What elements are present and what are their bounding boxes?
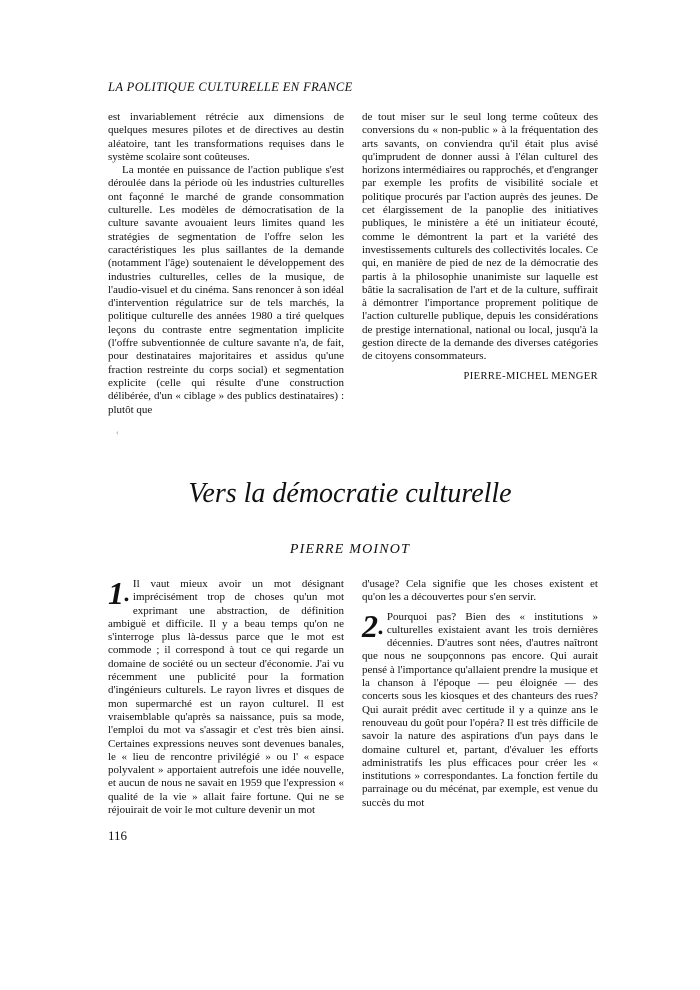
bottom-left-column — [108, 575, 344, 817]
article-author: PIERRE MOINOT — [289, 542, 411, 557]
article-title: Vers la démocratie culturelle — [188, 478, 512, 509]
section-text: Pourquoi pas? Bien des « institutions » culturelles existaient avant les trois dernières décennies. D'autres sont nées, d'autres naîtront que nous ne soupçonnons pas encore. Qui aurait pensé à l'importance qu'allaient prendre la musique et la chanson à l'époque — peu éloignée — des concerts sous les kiosques et des chanteurs des rues? Qui aurait prédit avec certitude il y a quinze ans le renouveau du goût pour l'opéra? Il est très difficile de savoir la nature des aspirations d'un pays dans le domaine culturel et, partant, d'évaluer les efforts administratifs les plus efficaces pour créer les « institutions » correspondantes. La fonction fertile du parrainage ou du mécénat, par exemple, est venue du succès du mot — [362, 610, 598, 809]
section-number: 2• — [362, 607, 383, 644]
paragraph: de tout miser sur le seul long terme coûteux des conversions du « non-public » à la fréquentation des arts savants, on conviendra qu'il était plus avisé qu'imprudent de donner aussi à l'élan culturel des horizons intermédiaires ou rapprochés, et d'engranger par exemple les profits de visibilité sociale et politique procurés par l'action auprès des jeunes. De cet élargissement de la panoplie des initiatives publiques, le ministère a été un initiateur écouté, comme le démontrent la part et la variété des investissements culturels des collectivités locales. Ce qui, en manière de pied de nez de la démocratie des partis à la philosophie unanimiste sur laquelle est bâtie la sacralisation de l'art et de la culture, suffirait à démontrer l'importance proprement politique de l'action culturelle publique, depuis les considérations de prestige international, national ou local, jusqu'à la gestion directe de la demande des diverses catégories de citoyens consommateurs. — [362, 111, 598, 363]
section-2 — [362, 607, 598, 810]
paragraph: est invariablement rétrécie aux dimensions de quelques mesures pilotes et de directives au destin aléatoire, tant les transformations requises dans le système scolaire sont coûteuses. — [108, 111, 344, 163]
top-right-column — [362, 111, 598, 364]
page-number: 116 — [108, 828, 128, 843]
paragraph: La montée en puissance de l'action publique s'est déroulée dans la période où les industries culturelles ont façonné le marché de grande consommation culturelle. Les modèles de démocratisation de la culture savante avouaient leurs limites quand les stratégies de segmentation de l'offre selon les caractéristiques les plus saillantes de la demande (notamment l'âge) soutenaient le développement des industries culturelles, celles de la musique, de l'audio-visuel et du cinéma. Sans renoncer à son idéal d'intervention régulatrice sur de tels marchés, la politique culturelle des années 1980 a tiré quelques leçons du contraste entre segmentation implicite (l'offre subventionnée de culture savante n'a, de fait, pour destinataires majoritaires et assidus qu'une fraction restreinte du corps social) et segmentation explicite (celle qui résulte d'une construction délibérée, d'un « ciblage » des publics destinataires) : plutôt que — [108, 164, 344, 416]
section-text: Il vaut mieux avoir un mot désignant imprécisément trop de choses qu'un mot exprimant une abstraction, de définition ambiguë et difficile. Il y a beau temps qu'on ne s'interroge plus là-dessus parce que le mot est commode ; il correspond à tout ce qui regarde un domaine de société ou un secteur d'économie. J'ai vu récemment une publicité pour la formation d'ingénieurs culturels. Le rayon livres et disques de mon supermarché est un rayon culturel. Il est vraisemblable qu'après sa naissance, puis sa mode, l'emploi du mot va s'assagir et c'est très bien ainsi. Certaines expressions neuves sont devenues banales, le « lieu de rencontre privilégié » ou l' « espace polyvalent » apportaient autrefois une idée nouvelle, et aucun de nous ne savait en 1959 que l'expression « qualité de la vie » allait faire fortune. Qui ne se réjouirait de voir le mot culture devenir un mot — [108, 578, 344, 817]
author-signature: PIERRE-MICHEL MENGER — [463, 371, 598, 382]
scan-mark: ‹ — [116, 428, 119, 437]
section-1 — [108, 575, 344, 817]
top-left-column — [108, 111, 344, 417]
paragraph: d'usage? Cela signifie que les choses existent et qu'on les a découvertes pour s'en servir. — [362, 578, 598, 604]
bottom-right-column — [362, 578, 598, 810]
section-number: 1• — [108, 575, 129, 611]
running-header: LA POLITIQUE CULTURELLE EN FRANCE — [108, 80, 353, 94]
